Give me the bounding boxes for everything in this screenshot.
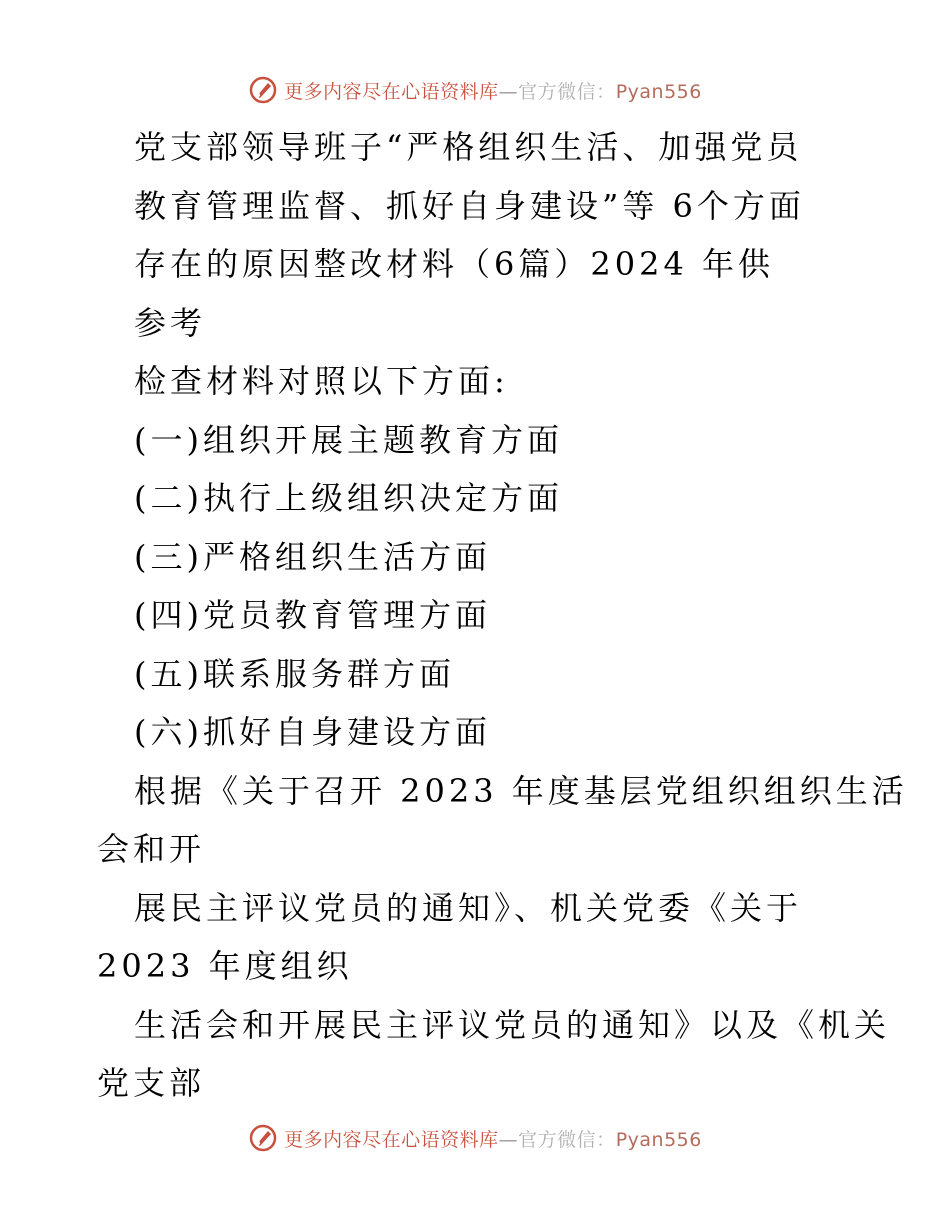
text-line: 生活会和开展民主评议党员的通知》以及《机关 xyxy=(134,1005,891,1044)
text-line: 教育管理监督、抓好自身建设”等 6个方面 xyxy=(134,186,805,225)
text-line: 检查材料对照以下方面: xyxy=(134,362,509,400)
list-item: (五)联系服务群方面 xyxy=(134,654,455,693)
list-item: (三)严格组织生活方面 xyxy=(134,537,491,576)
text-line: 存在的原因整改材料（6篇）2024 年供 xyxy=(134,245,774,283)
text-line: 根据《关于召开 2023 年度基层党组织组织生活 xyxy=(134,771,908,810)
document-body xyxy=(0,118,950,1113)
brand-logo-icon xyxy=(248,75,278,105)
watermark-text: 更多内容尽在心语资料库—官方微信：Pyan556 xyxy=(284,80,702,103)
list-item: (六)抓好自身建设方面 xyxy=(134,713,491,751)
brand-logo-icon xyxy=(248,1123,278,1153)
text-line: 展民主评议党员的通知》、机关党委《关于 xyxy=(134,888,803,927)
footer-watermark xyxy=(0,1118,950,1158)
list-item: (四)党员教育管理方面 xyxy=(134,596,491,634)
text-line: 参考 xyxy=(134,303,207,342)
text-line: 2023 年度组织 xyxy=(97,947,353,985)
list-item: (一)组织开展主题教育方面 xyxy=(134,420,563,459)
list-item: (二)执行上级组织决定方面 xyxy=(134,479,563,517)
text-line: 党支部领导班子“严格组织生活、加强党员 xyxy=(134,128,803,166)
watermark-text: 更多内容尽在心语资料库—官方微信：Pyan556 xyxy=(284,1128,702,1151)
header-watermark xyxy=(0,70,950,110)
text-line: 党支部 xyxy=(97,1064,206,1102)
text-line: 会和开 xyxy=(97,830,206,868)
